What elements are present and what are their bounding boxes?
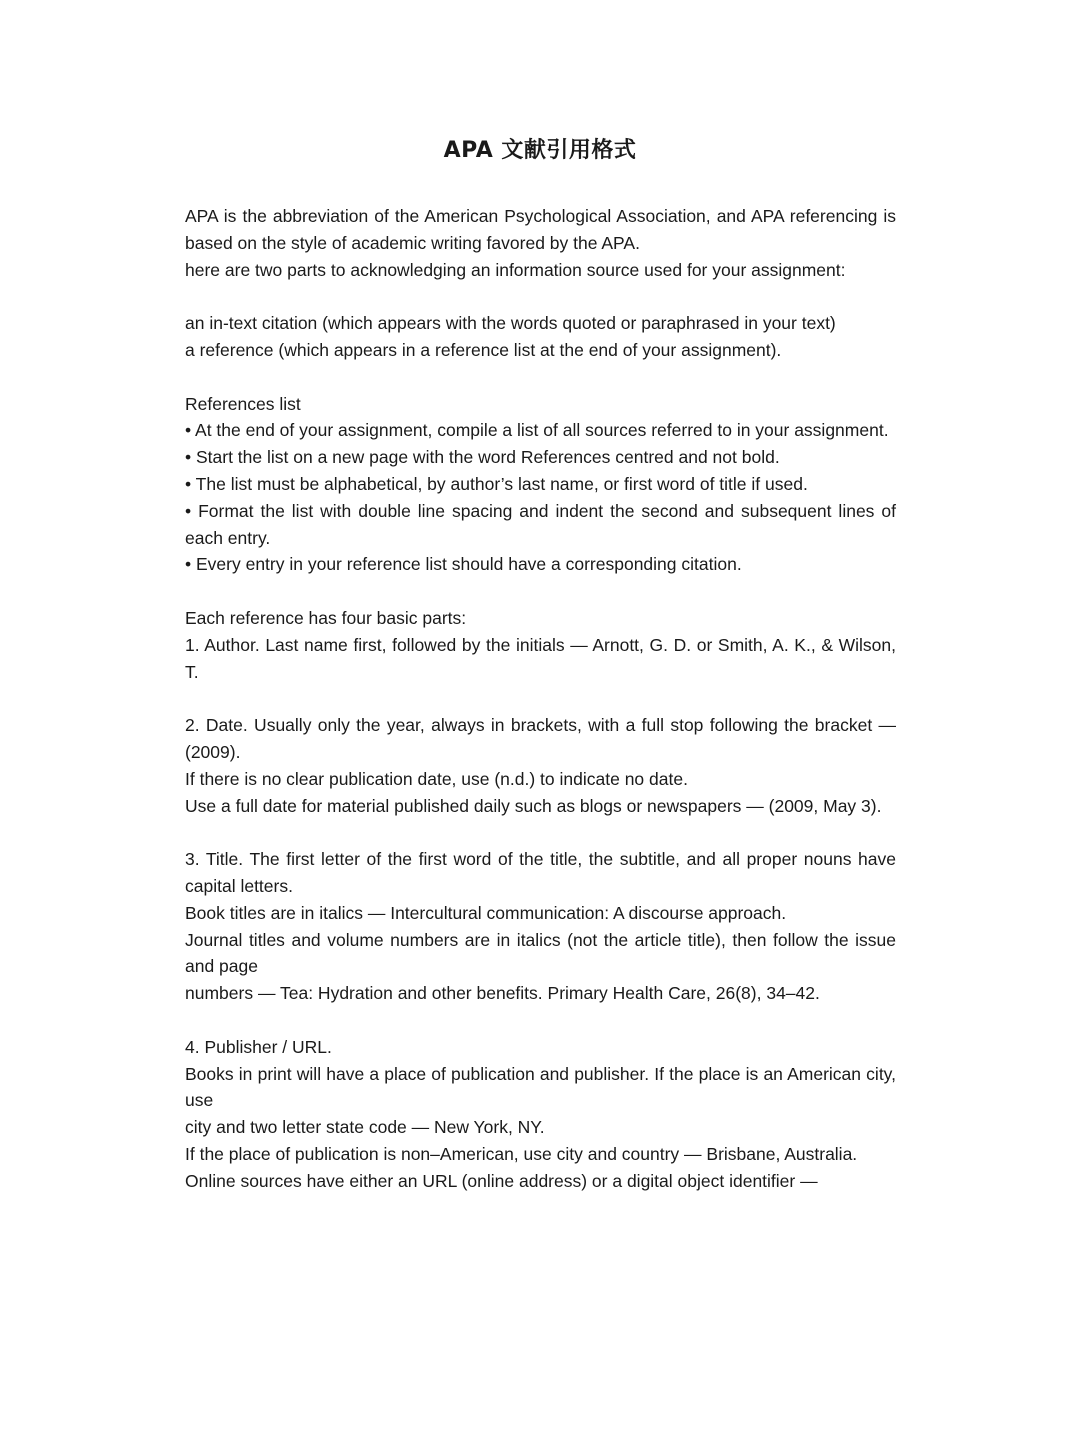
- blank-line: [185, 685, 896, 712]
- paragraph-line: References list: [185, 393, 301, 414]
- blank-line: [185, 578, 896, 605]
- paragraph-line: If the place of publication is non–American, use city and country — Brisbane, Australia.: [185, 1143, 858, 1164]
- paragraph-line: 3. Title. The first letter of the first word of the title, the subtitle, and all proper nouns have capital letters.: [185, 849, 896, 896]
- blank-line: [185, 283, 896, 310]
- paragraph-line: 2. Date. Usually only the year, always in brackets, with a full stop following the bracket — (2009).: [185, 715, 896, 762]
- blank-line: [185, 819, 896, 846]
- paragraph-line: • The list must be alphabetical, by author’s last name, or first word of title if used.: [185, 473, 808, 494]
- paragraph-line: here are two parts to acknowledging an information source used for your assignment:: [185, 259, 846, 280]
- paragraph-line: APA is the abbreviation of the American Psychological Association, and APA referencing is based on the style of academic writing favored by the APA.: [185, 206, 896, 253]
- document-body: [185, 203, 896, 1194]
- paragraph-line: • Start the list on a new page with the word References centred and not bold.: [185, 447, 780, 468]
- document-title: APA 文献引用格式: [443, 138, 637, 163]
- paragraph-line: an in-text citation (which appears with the words quoted or paraphrased in your text): [185, 313, 836, 334]
- paragraph-line: Online sources have either an URL (online address) or a digital object identifier —: [185, 1170, 818, 1191]
- blank-line: [185, 364, 896, 391]
- blank-line: [185, 1007, 896, 1034]
- paragraph-line: numbers — Tea: Hydration and other benefits. Primary Health Care, 26(8), 34–42.: [185, 983, 820, 1004]
- paragraph-line: city and two letter state code — New York, NY.: [185, 1117, 545, 1138]
- paragraph-line: Books in print will have a place of publication and publisher. If the place is an American city, use: [185, 1063, 896, 1111]
- paragraph-line: a reference (which appears in a reference list at the end of your assignment).: [185, 339, 782, 360]
- paragraph-line: Book titles are in italics — Intercultural communication: A discourse approach.: [185, 902, 787, 923]
- paragraph-line: 1. Author. Last name first, followed by the initials — Arnott, G. D. or Smith, A. K., & Wilson, T.: [185, 634, 896, 682]
- paragraph-line: • At the end of your assignment, compile a list of all sources referred to in your assignment.: [185, 420, 889, 441]
- paragraph-line: Each reference has four basic parts:: [185, 607, 467, 628]
- paragraph-line: • Every entry in your reference list should have a corresponding citation.: [185, 554, 742, 575]
- paragraph-line: If there is no clear publication date, use (n.d.) to indicate no date.: [185, 768, 688, 789]
- paragraph-line: • Format the list with double line spacing and indent the second and subsequent lines of each entry.: [185, 500, 896, 548]
- paragraph-line: 4. Publisher / URL.: [185, 1036, 332, 1057]
- paragraph-line: Use a full date for material published daily such as blogs or newspapers — (2009, May 3).: [185, 795, 882, 816]
- paragraph-line: Journal titles and volume numbers are in italics (not the article title), then follow the issue and page: [185, 929, 896, 977]
